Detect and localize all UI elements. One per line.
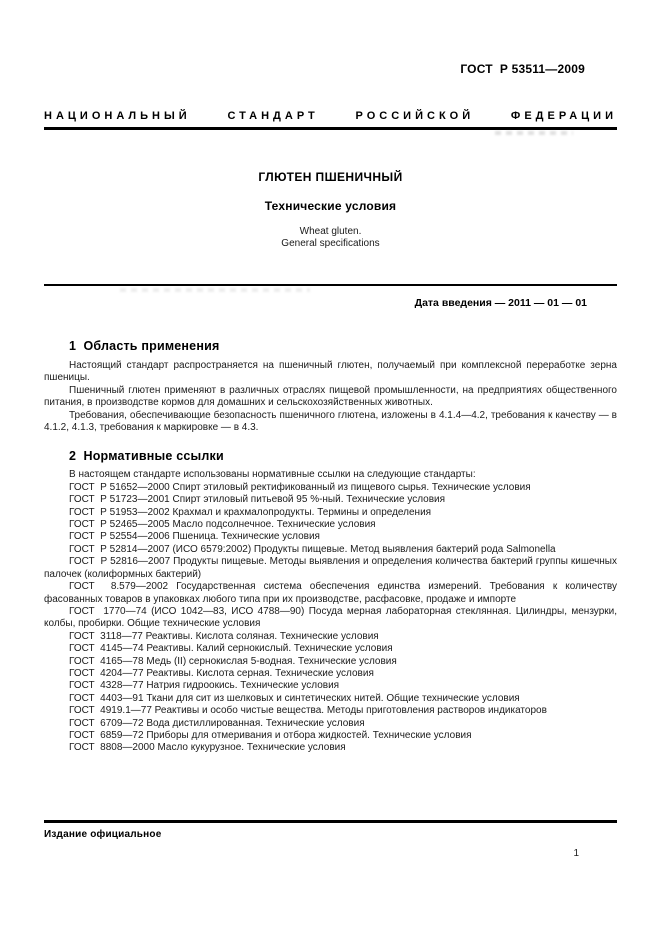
scope-paragraph: Требования, обеспечивающие безопасность пшеничного глютена, изложены в 4.1.4—4.2, требования к качеству — в 4.1.2, 4.1.3, требования к маркировке — в 4.3. [44,409,617,434]
reference-item: ГОСТ Р 52465—2005 Масло подсолнечное. Технические условия [69,519,376,531]
reference-item: ГОСТ 4165—78 Медь (II) сернокислая 5-водная. Технические условия [69,655,397,667]
section-2-heading: 2 Нормативные ссылки [69,449,224,464]
footer-rule [44,820,617,823]
page-footer [44,820,617,860]
reference-item: ГОСТ 4145—74 Реактивы. Калий сернокислый. Технические условия [69,643,393,655]
reference-item: ГОСТ 4919.1—77 Реактивы и особо чистые вещества. Методы приготовления растворов индикаторов [69,705,547,717]
section-1-heading: 1 Область применения [69,339,220,353]
references-list [44,469,620,754]
doc-subtitle-ru: Технические условия [264,199,397,213]
page-number: 1 [573,848,579,859]
reference-item: ГОСТ Р 52816—2007 Продукты пищевые. Методы выявления и определения количества бактерий группы кишечных палочек (колиформных бактерий) [44,556,620,580]
header-rule [44,127,617,130]
title-rule [44,284,617,286]
reference-item: ГОСТ Р 51652—2000 Спирт этиловый ректификованный из пищевого сырья. Технические условия [69,481,531,493]
reference-item: ГОСТ 8808—2000 Масло кукурузное. Технические условия [69,742,346,754]
reference-item: ГОСТ Р 51723—2001 Спирт этиловый питьевой 95 %-ный. Технические условия [69,494,446,506]
reference-item: ГОСТ Р 51953—2002 Крахмал и крахмалопродукты. Термины и определения [69,506,432,518]
reference-item: ГОСТ 1770—74 (ИСО 1042—83, ИСО 4788—90) Посуда мерная лабораторная стеклянная. Цилиндры, мензурки, колбы, пробирки. Общие технические условия [44,605,620,630]
effective-date: Дата введения — 2011 — 01 — 01 [414,297,587,309]
scope-paragraph: Настоящий стандарт распространяется на пшеничный глютен, получаемый при комплексной переработке зерна пшеницы. [44,360,617,384]
doc-number: ГОСТ Р 53511—2009 [460,62,585,76]
reference-item: ГОСТ 3118—77 Реактивы. Кислота соляная. Технические условия [69,630,379,642]
reference-item: ГОСТ 6859—72 Приборы для отмеривания и отбора жидкостей. Технические условия [69,729,472,741]
reference-item: ГОСТ 8.579—2002 Государственная система обеспечения единства измерений. Требования к количеству фасованных товаров в упаковках любого типа при их производстве, расфасовке, продаже и импорте [44,581,620,605]
reference-item: ГОСТ Р 52554—2006 Пшеница. Технические условия [69,531,320,543]
scope-paragraphs [44,360,617,434]
scope-paragraph: Пшеничный глютен применяют в различных отраслях пищевой промышленности, на предприятиях общественного питания, в производстве кормов для домашних и сельскохозяйственных животных. [44,384,617,409]
print-bleed-artifact [120,288,310,292]
edition-note: Издание официальное [44,829,162,840]
print-bleed-artifact [495,131,573,135]
reference-item: ГОСТ 6709—72 Вода дистиллированная. Технические условия [69,717,365,729]
reference-item: ГОСТ 4328—77 Натрия гидроокись. Технические условия [69,680,340,692]
doc-title-ru: ГЛЮТЕН ПШЕНИЧНЫЙ [258,170,403,184]
federation-standard-header: НАЦИОНАЛЬНЫЙ СТАНДАРТ РОССИЙСКОЙ ФЕДЕРАЦИИ [44,110,617,122]
reference-item: ГОСТ 4204—77 Реактивы. Кислота серная. Технические условия [69,667,374,679]
doc-title-en: Wheat gluten. [299,226,362,237]
doc-subtitle-en: General specifications [281,238,380,249]
references-intro: В настоящем стандарте использованы нормативные ссылки на следующие стандарты: [69,469,476,481]
reference-item: ГОСТ Р 52814—2007 (ИСО 6579:2002) Продукты пищевые. Метод выявления бактерий рода Salmonella [69,543,556,555]
reference-item: ГОСТ 4403—91 Ткани для сит из шелковых и синтетических нитей. Общие технические условия [69,692,520,704]
